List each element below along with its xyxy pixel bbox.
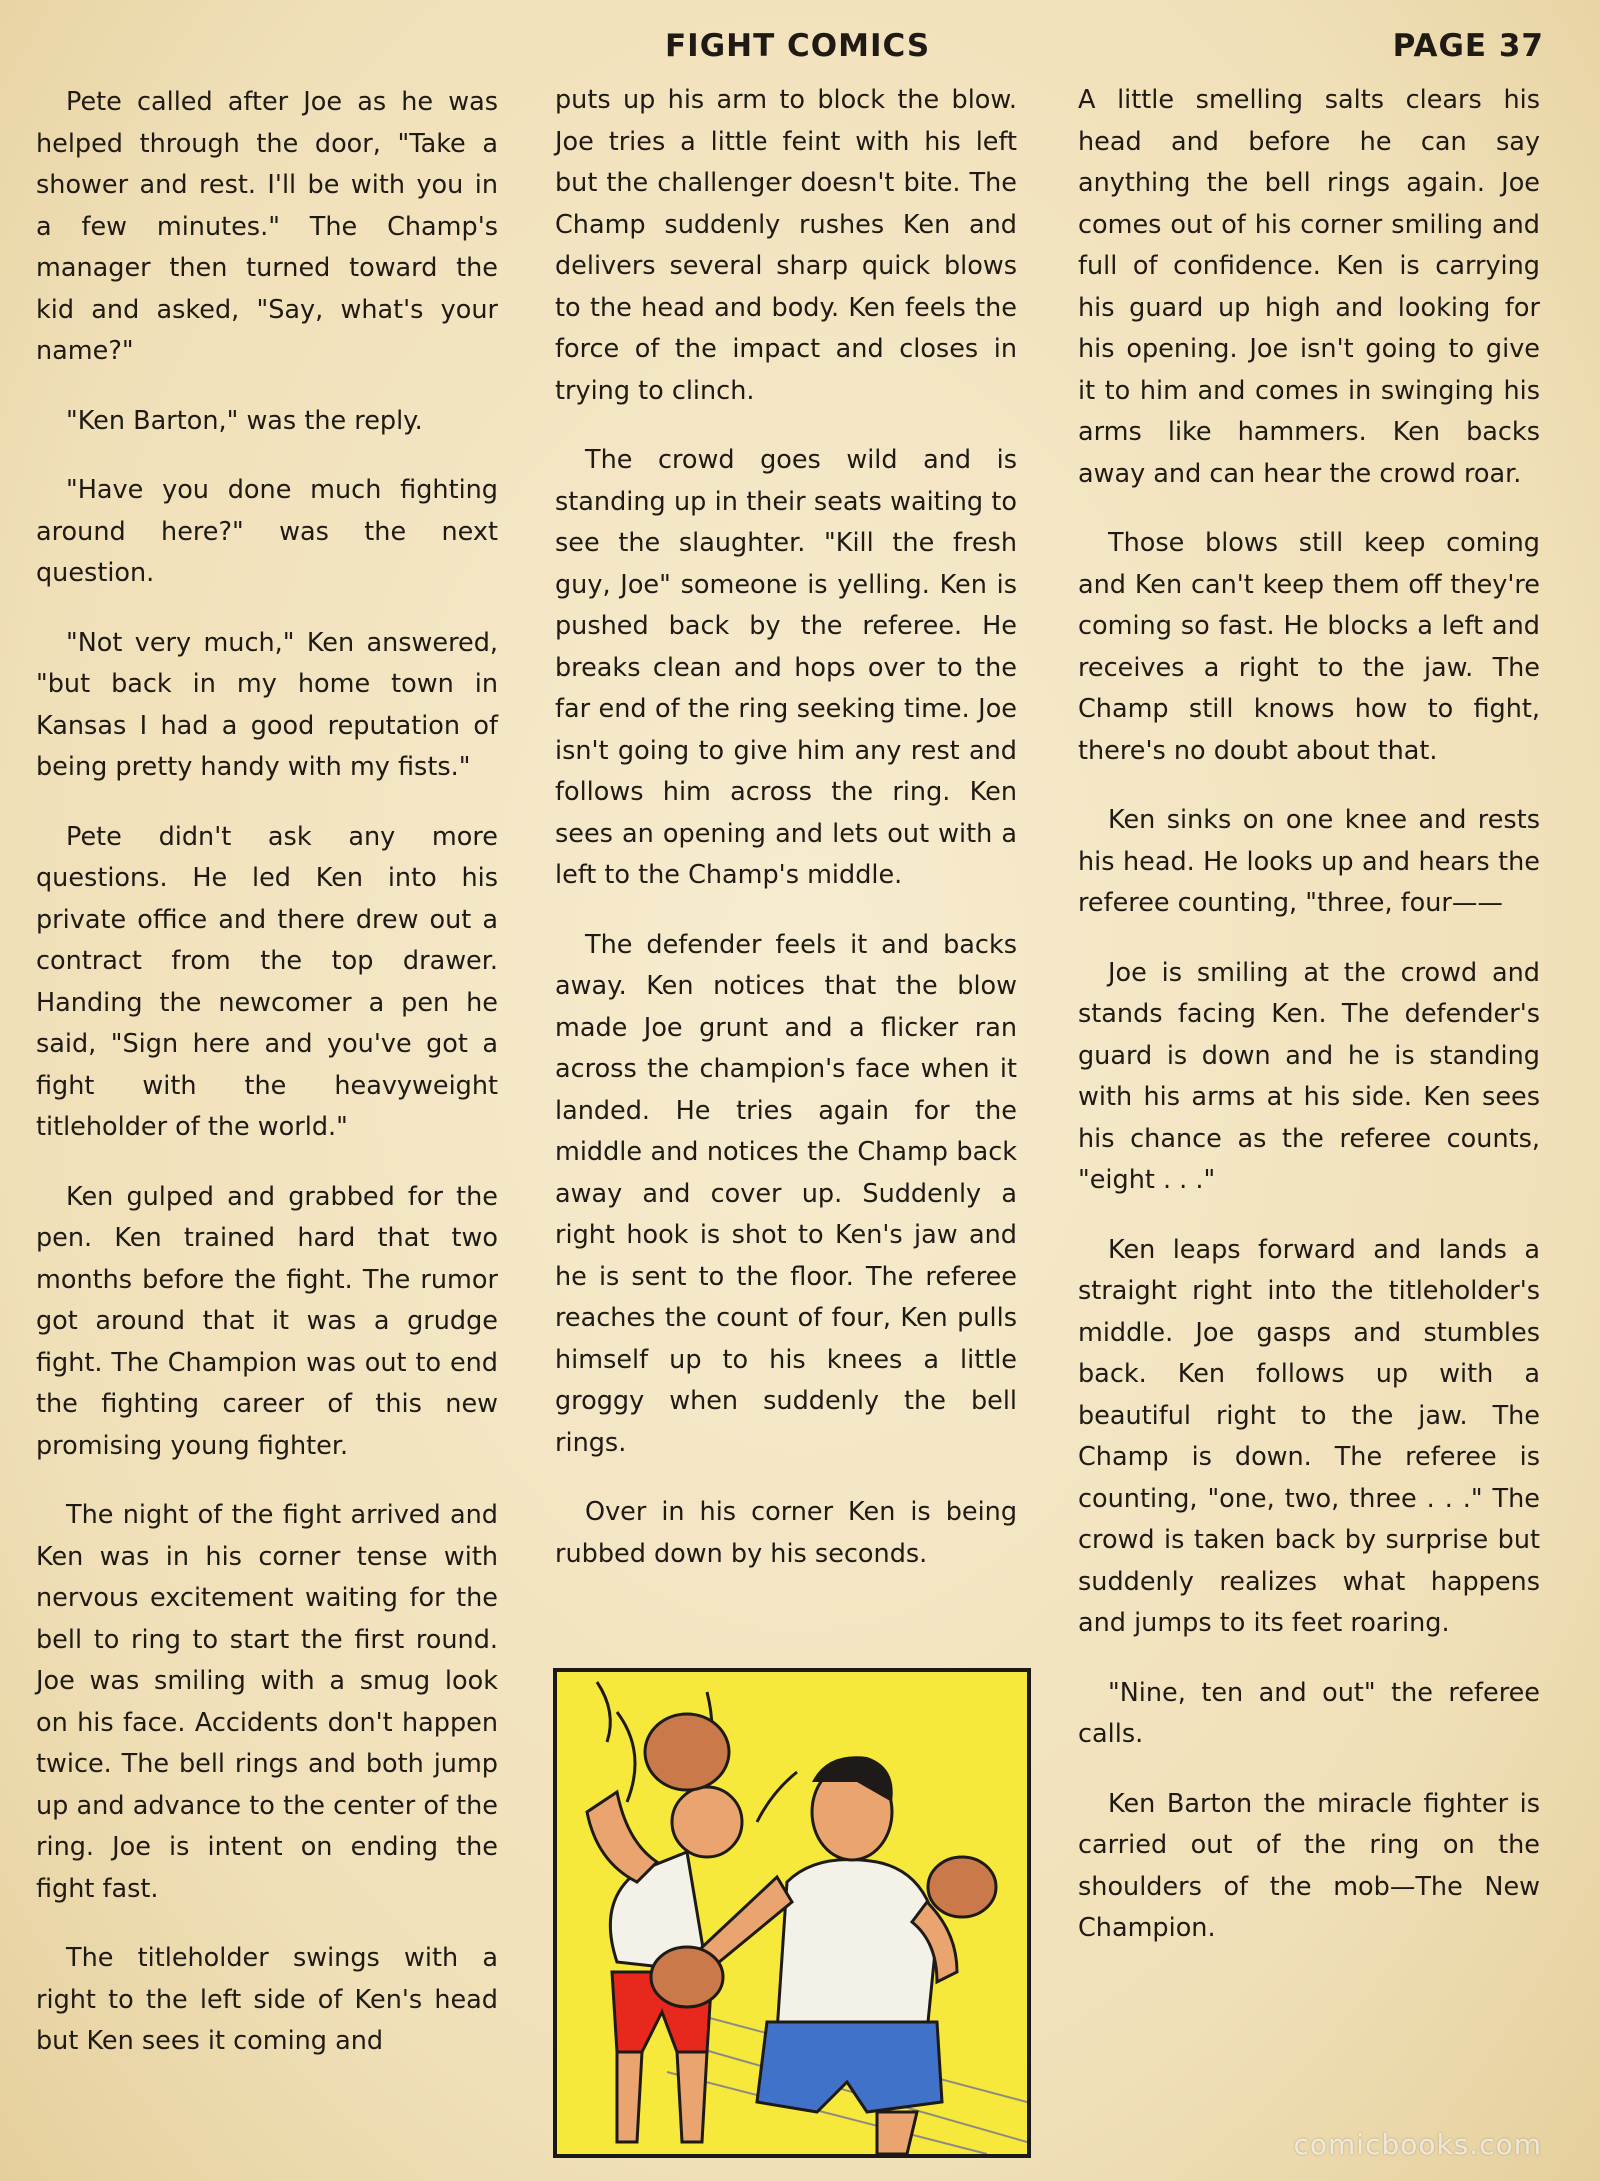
paragraph: "Not very much," Ken answered, "but back in my home town in Kansas I had a good reputation of being pretty handy with my fists." bbox=[36, 627, 498, 782]
paragraph: Ken Barton the miracle fighter is carried out of the ring on the shoulders of the mob—The New Champion. bbox=[1078, 1788, 1540, 1943]
magazine-title: FIGHT COMICS bbox=[665, 28, 931, 64]
page-header bbox=[0, 22, 1600, 72]
paragraph: Over in his corner Ken is being rubbed down by his seconds. bbox=[555, 1497, 1017, 1569]
paragraph: The titleholder swings with a right to the left side of Ken's head but Ken sees it coming and bbox=[36, 1943, 498, 2056]
paragraph: Ken sinks on one knee and rests his head. He looks up and hears the referee counting, "three, four—— bbox=[1078, 805, 1540, 918]
paragraph: The defender feels it and backs away. Ken notices that the blow made Joe grunt and a flicker ran across the champion's face when it landed. He tries again for the middle and notices the Champ back away and cover up. Suddenly a right hook is shot to Ken's jaw and he is sent to the floor. The referee reaches the count of four, Ken pulls himself up to his knees a little groggy when suddenly the bell rings. bbox=[555, 929, 1017, 1458]
paragraph: Pete called after Joe as he was helped through the door, "Take a shower and rest. I'll be with you in a few minutes." The Champ's manager then turned toward the kid and asked, "Say, what's your name?" bbox=[36, 87, 498, 366]
paragraph: Ken gulped and grabbed for the pen. Ken trained hard that two months before the fight. The rumor got around that it was a grudge fight. The Champion was out to end the fighting career of this new promising young fighter. bbox=[36, 1181, 498, 1461]
site-watermark: comicbooks.com bbox=[1293, 2128, 1542, 2161]
text-column-1 bbox=[36, 82, 498, 2091]
paragraph: Joe is smiling at the crowd and stands facing Ken. The defender's guard is down and he is standing with his arms at his side. Ken sees his chance as the referee counts, "eight . . ." bbox=[1078, 957, 1540, 1195]
paragraph: puts up his arm to block the blow. Joe tries a little feint with his left but the challenger doesn't bite. The Champ suddenly rushes Ken and delivers several sharp quick blows to the head and body. Ken feels the force of the impact and closes in trying to clinch. bbox=[555, 85, 1017, 406]
paragraph: The crowd goes wild and is standing up in their seats waiting to see the slaughter. "Kill the fresh guy, Joe" someone is yelling. Ken is pushed back by the referee. He breaks clean and hops over to the far end of the ring seeking time. Joe isn't going to give him any rest and follows him across the ring. Ken sees an opening and lets out with a left to the Champ's middle. bbox=[555, 445, 1017, 890]
paragraph: Those blows still keep coming and Ken can't keep them off they're coming so fast. He blocks a left and receives a right to the jaw. The Champ still knows how to fight, there's no doubt about that. bbox=[1078, 528, 1540, 766]
text-column-2 bbox=[555, 80, 1017, 1603]
paragraph: "Ken Barton," was the reply. bbox=[66, 405, 423, 436]
paragraph: The night of the fight arrived and Ken was in his corner tense with nervous excitement waiting for the bell to ring to start the first round. Joe was smiling with a smug look on his face. Accidents don't happen twice. The bell rings and both jump up and advance to the center of the ring. Joe is intent on ending the fight fast. bbox=[36, 1500, 498, 1904]
boxing-glove bbox=[645, 1714, 729, 1790]
paragraph: Ken leaps forward and lands a straight right into the titleholder's middle. Joe gasps and stumbles back. Ken follows up with a beautiful right to the jaw. The Champ is down. The referee is counting, "one, two, three . . ." The crowd is taken back by surprise but suddenly realizes what happens and jumps to its feet roaring. bbox=[1078, 1234, 1540, 1638]
paragraph: "Have you done much fighting around here?" was the next question. bbox=[36, 475, 498, 588]
boxing-illustration-panel bbox=[553, 1668, 1031, 2158]
page-number: PAGE 37 bbox=[1392, 28, 1544, 64]
boxing-glove bbox=[928, 1857, 996, 1917]
paragraph: "Nine, ten and out" the referee calls. bbox=[1078, 1677, 1540, 1749]
paragraph: A little smelling salts clears his head and before he can say anything the bell rings again. Joe comes out of his corner smiling and full of confidence. Ken is carrying his guard up high and looking for his opening. Joe isn't going to give it to him and comes in swinging his arms like hammers. Ken backs away and can hear the crowd roar. bbox=[1078, 85, 1540, 489]
paragraph: Pete didn't ask any more questions. He led Ken into his private office and there drew out a contract from the top drawer. Handing the newcomer a pen he said, "Sign here and you've got a fight with the heavyweight titleholder of the world." bbox=[36, 821, 498, 1142]
two-boxers-illustration bbox=[557, 1672, 1027, 2154]
text-column-3 bbox=[1078, 80, 1540, 1978]
boxing-glove bbox=[651, 1947, 723, 2007]
